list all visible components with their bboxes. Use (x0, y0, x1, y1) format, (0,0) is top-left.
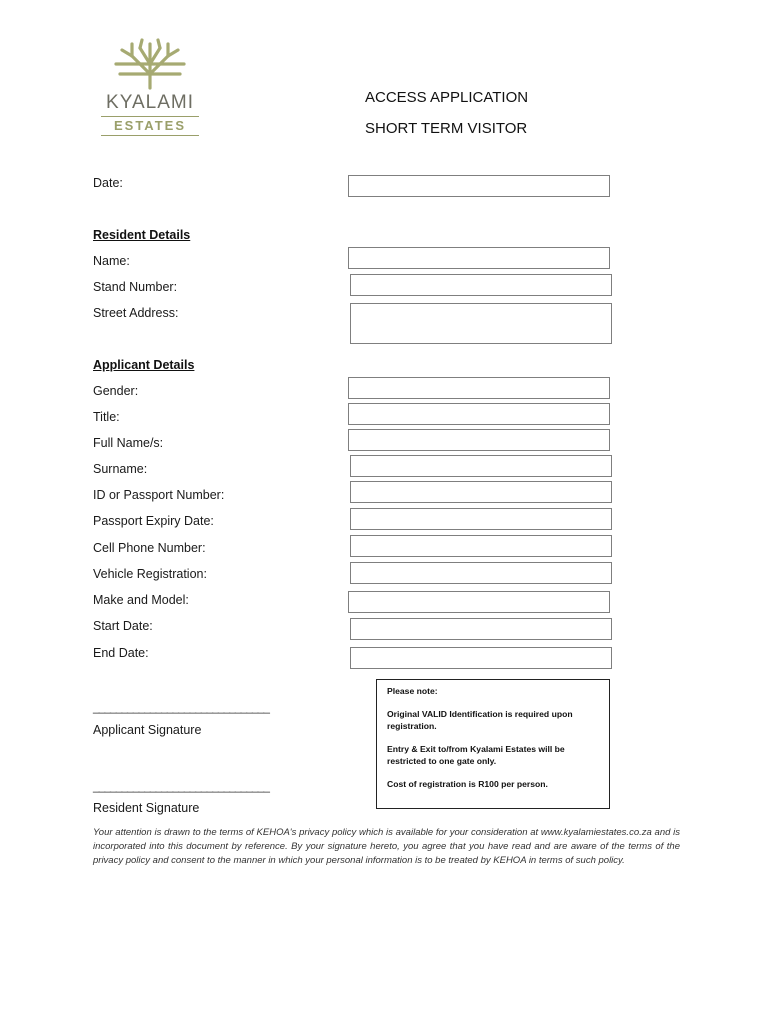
stand-number-field[interactable] (350, 274, 612, 296)
applicant-signature-line[interactable]: _______________________________ (93, 700, 269, 714)
gender-label: Gender: (93, 384, 139, 398)
gender-field[interactable] (348, 377, 610, 399)
passport-expiry-label: Passport Expiry Date: (93, 514, 214, 528)
vehicle-registration-label: Vehicle Registration: (93, 567, 207, 581)
cell-phone-field[interactable] (350, 535, 612, 557)
logo-divider (101, 116, 199, 117)
vehicle-registration-field[interactable] (350, 562, 612, 584)
passport-expiry-field[interactable] (350, 508, 612, 530)
note-entry-exit: Entry & Exit to/from Kyalami Estates will be restricted to one gate only. (387, 743, 565, 766)
title-label: Title: (93, 410, 120, 424)
make-model-field[interactable] (348, 591, 610, 613)
form-subtitle: SHORT TERM VISITOR (365, 120, 528, 137)
surname-field[interactable] (350, 455, 612, 477)
date-label: Date: (93, 176, 123, 190)
stand-number-label: Stand Number: (93, 280, 178, 294)
end-date-label: End Date: (93, 646, 149, 660)
resident-details-heading: Resident Details (93, 228, 191, 242)
applicant-signature-label: Applicant Signature (93, 723, 202, 737)
start-date-field[interactable] (350, 618, 612, 640)
surname-label: Surname: (93, 462, 148, 476)
id-passport-field[interactable] (350, 481, 612, 503)
note-identification: Original VALID Identification is required upon registration. (387, 708, 573, 731)
note-heading: Please note: (387, 686, 438, 696)
resident-signature-line[interactable]: _______________________________ (93, 779, 269, 793)
resident-signature-label: Resident Signature (93, 801, 200, 815)
street-address-label: Street Address: (93, 306, 179, 320)
start-date-label: Start Date: (93, 619, 153, 633)
resident-name-field[interactable] (348, 247, 610, 269)
logo-name: KYALAMI (106, 92, 194, 113)
full-names-field[interactable] (348, 429, 610, 451)
street-address-field[interactable] (350, 303, 612, 344)
please-note-box (376, 679, 610, 809)
full-names-label: Full Name/s: (93, 436, 164, 450)
cell-phone-label: Cell Phone Number: (93, 541, 206, 555)
date-field[interactable] (348, 175, 610, 197)
make-model-label: Make and Model: (93, 593, 189, 607)
end-date-field[interactable] (350, 647, 612, 669)
privacy-policy-text: Your attention is drawn to the terms of KEHOA's privacy policy which is available for your consideration at www.kyalamiestates.co.za and is incorporated into this document by reference. By your signature hereto, you agree that you have read and are aware of the terms of the privacy policy and consent to the manner in which your personal information is to be treated by KEHOA in terms of such policy. (93, 827, 680, 866)
logo-sub: ESTATES (113, 118, 187, 133)
title-field[interactable] (348, 403, 610, 425)
name-label: Name: (93, 254, 130, 268)
form-title: ACCESS APPLICATION (365, 89, 529, 106)
logo-divider (101, 135, 199, 136)
tree-icon (98, 38, 202, 92)
applicant-details-heading: Applicant Details (93, 358, 195, 372)
note-cost: Cost of registration is R100 per person. (387, 778, 548, 789)
id-passport-label: ID or Passport Number: (93, 488, 225, 502)
